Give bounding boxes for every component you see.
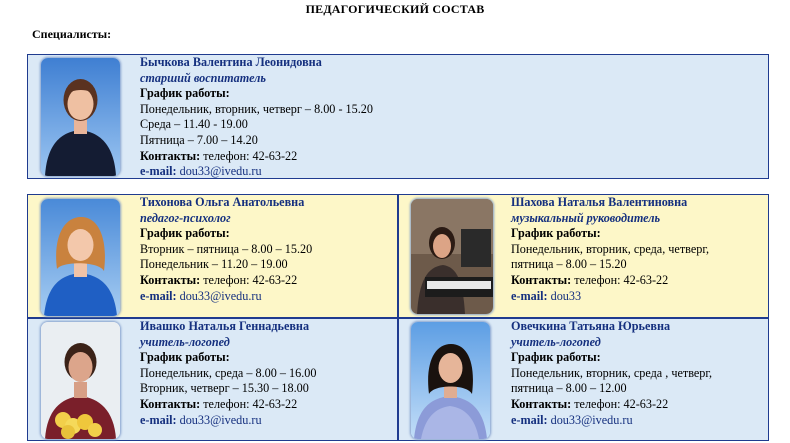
phone-value: телефон: 42-63-22 [203,148,298,163]
contacts-line [140,397,316,413]
email-value[interactable]: dou33@ivedu.ru [179,164,262,179]
email-value[interactable]: dou33@ivedu.ru [550,412,633,427]
staff-role: учитель-логопед [140,334,230,349]
schedule-line: пятница – 8.00 – 12.00 [511,381,627,396]
contacts-line [511,273,709,289]
staff-photo-bychkova [41,58,120,176]
schedule-line: Понедельник, среда – 8.00 – 16.00 [140,365,317,380]
staff-name: Ивашко Наталья Геннадьевна [140,319,310,333]
phone-value: телефон: 42-63-22 [203,272,298,287]
contacts-label: Контакты: [140,272,201,287]
email-line [511,413,712,429]
staff-info-ivashko [140,319,316,428]
email-label: e-mail: [511,288,548,303]
contacts-label: Контакты: [140,396,201,411]
email-label: e-mail: [140,164,177,179]
email-label: e-mail: [140,412,177,427]
contacts-label: Контакты: [511,272,572,287]
phone-value: телефон: 42-63-22 [574,272,669,287]
staff-role: старший воспитатель [140,70,266,85]
email-value[interactable]: dou33@ivedu.ru [179,288,262,303]
staff-role: музыкальный руководитель [511,210,661,225]
schedule-label: График работы: [140,226,230,241]
staff-name: Овечкина Татьяна Юрьевна [511,319,671,333]
staff-info-shakhova [511,195,709,304]
phone-value: телефон: 42-63-22 [574,396,669,411]
schedule-label: График работы: [140,86,230,101]
email-line [140,164,373,180]
staff-role: учитель-логопед [511,334,601,349]
email-line [140,413,316,429]
section-label: Специалисты: [32,27,112,41]
schedule-line: Понедельник, вторник, среда , четверг, [511,365,713,380]
schedule-line: Вторник, четверг – 15.30 – 18.00 [140,381,309,396]
email-line [511,289,709,305]
email-label: e-mail: [140,288,177,303]
staff-info-bychkova [140,55,373,180]
email-value[interactable]: dou33@ivedu.ru [179,412,262,427]
staff-card-bychkova [27,54,769,179]
schedule-line: Вторник – пятница – 8.00 – 15.20 [140,241,313,256]
staff-role: педагог-психолог [140,210,231,225]
contacts-line [140,149,373,165]
contacts-line [140,273,312,289]
staff-photo-ovechkina [411,322,490,439]
email-label: e-mail: [511,412,548,427]
staff-photo-ivashko [41,322,120,439]
staff-photo-tikhonova [41,199,120,316]
staff-name: Бычкова Валентина Леонидовна [140,55,322,69]
schedule-line: Понедельник, вторник, четверг – 8.00 - 15.20 [140,101,373,116]
phone-value: телефон: 42-63-22 [203,396,298,411]
schedule-line: пятница – 8.00 – 15.20 [511,257,627,272]
schedule-line: Среда – 11.40 - 19.00 [140,117,248,132]
staff-info-tikhonova [140,195,312,304]
staff-name: Шахова Наталья Валентиновна [511,195,688,209]
page-title: ПЕДАГОГИЧЕСКИЙ СОСТАВ [305,2,485,16]
staff-info-ovechkina [511,319,712,428]
email-value[interactable]: dou33 [550,288,582,303]
staff-name: Тихонова Ольга Анатольевна [140,195,305,209]
contacts-label: Контакты: [140,148,201,163]
contacts-label: Контакты: [511,396,572,411]
staff-photo-shakhova [411,199,493,314]
schedule-line: Понедельник – 11.20 – 19.00 [140,257,288,272]
email-line [140,289,312,305]
schedule-label: График работы: [511,350,601,365]
schedule-label: График работы: [140,350,230,365]
schedule-line: Пятница – 7.00 – 14.20 [140,132,258,147]
contacts-line [511,397,712,413]
schedule-label: График работы: [511,226,601,241]
schedule-line: Понедельник, вторник, среда, четверг, [511,241,710,256]
